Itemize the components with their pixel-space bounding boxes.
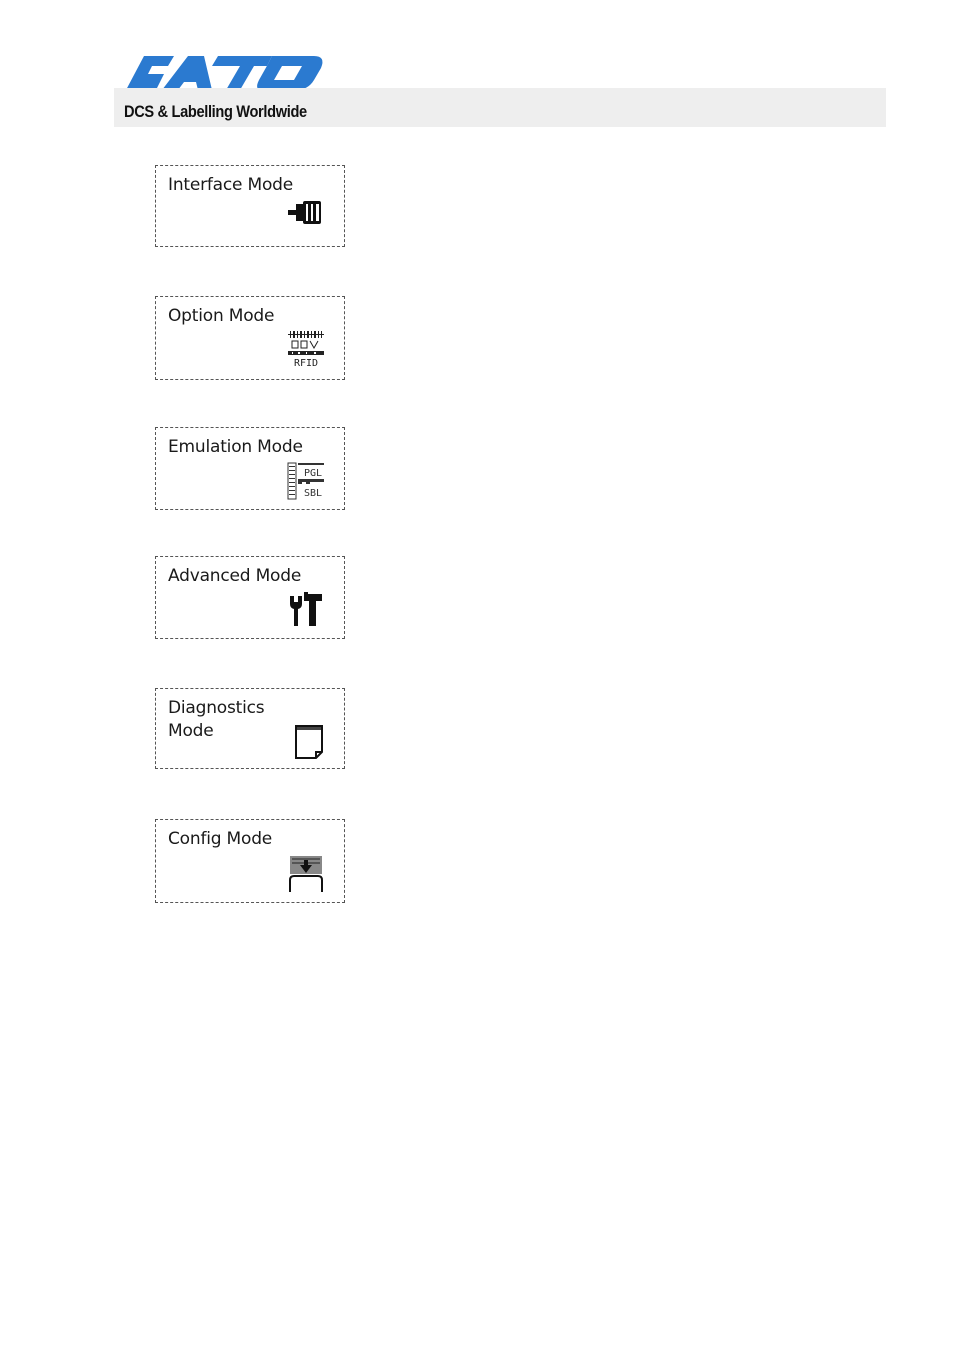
mode-label: Option Mode [168, 306, 275, 326]
document-icon [286, 722, 326, 762]
header-bar [114, 88, 886, 127]
advanced-mode-panel [155, 556, 345, 639]
config-mode-panel [155, 819, 345, 903]
sbl-label: SBL [303, 488, 323, 499]
mode-label: Config Mode [168, 829, 273, 849]
barcode-rfid-icon [286, 331, 326, 371]
interface-mode-panel [155, 165, 345, 247]
mode-label: Interface Mode [168, 175, 294, 195]
diagnostics-mode-panel [155, 688, 345, 769]
pgl-label: PGL [303, 468, 323, 479]
tagline: DCS & Labelling Worldwide [124, 102, 307, 121]
connector-icon [286, 192, 326, 232]
emulation-icon [286, 461, 326, 501]
mode-label: Emulation Mode [168, 437, 303, 457]
rfid-label: RFID [293, 358, 319, 369]
emulation-mode-panel [155, 427, 345, 510]
option-mode-panel [155, 296, 345, 380]
config-download-icon [286, 854, 326, 894]
tools-icon [286, 590, 326, 630]
mode-label: Advanced Mode [168, 566, 302, 586]
mode-label: Diagnostics Mode [168, 698, 265, 741]
